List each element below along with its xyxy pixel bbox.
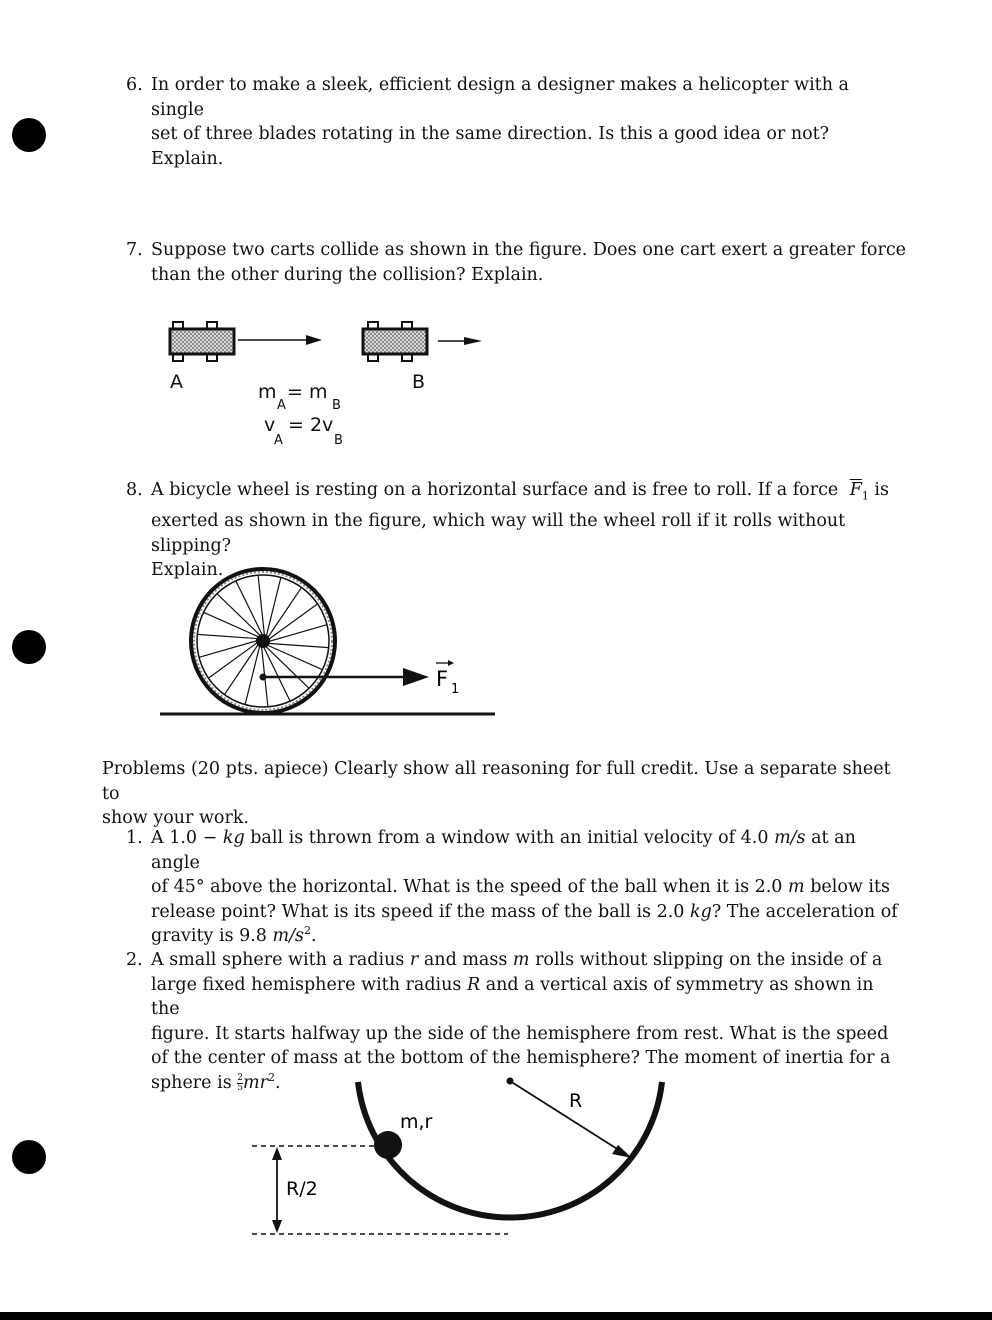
problem-text [151,826,906,949]
mass-subscript-a: A [277,398,286,413]
force-arrow [260,668,430,686]
cart-a [170,322,234,361]
sphere-label: m,r [400,1111,433,1133]
velocity-equation [264,414,343,448]
problem-line: figure. It starts halfway up the side of the hemisphere from rest. What is the speed [151,1023,889,1044]
wheel-spoke [204,612,261,637]
question-number: 8. [126,480,143,500]
page-bottom-edge [0,1312,992,1320]
velocity-symbol: v [264,414,276,436]
cart-a-label: A [170,371,183,393]
velocity-equals: = 2v [288,414,334,436]
wheel-spoke [266,643,328,647]
wheel-spoke [267,625,327,642]
wheel-spoke [264,645,309,688]
problems-intro [102,757,902,831]
question-line-1 [151,478,889,509]
problem-line: sphere is $\frac{2}{5}$ $mr^2$. [151,1070,281,1093]
question-number: 7. [126,240,143,260]
force-label-subscript: 1 [451,682,460,697]
problem-number: 1. [126,828,143,848]
force-label [436,660,459,697]
problem-line: release point? What is its speed if the mass of the ball is 2.0 kg? The acceleration of [151,901,898,922]
question-line: Suppose two carts collide as shown in the figure. Does one cart exert a greater force [151,240,906,260]
cart-a-velocity-arrow [238,335,322,345]
problem-line: A 1.0 − kg ball is thrown from a window with an initial velocity of 4.0 m/s at an angle [151,828,856,873]
cart-b-label: B [412,371,426,393]
intro-line: show your work. [102,808,249,828]
punch-hole-middle [12,630,46,664]
question-line: A bicycle wheel is resting on a horizontal surface and is free to roll. If a force [151,480,839,500]
problem-number: 2. [126,950,143,970]
question-text [151,73,906,171]
sphere-ball [374,1131,402,1159]
problem-line: of 45° above the horizontal. What is the speed of the ball when it is 2.0 m below its [151,877,891,897]
question-line: exerted as shown in the figure, which way will the wheel roll if it rolls without slipping? [151,511,846,556]
punch-hole-bottom [12,1140,46,1174]
bicycle-wheel-icon [191,569,335,713]
mass-symbol: m [258,381,277,403]
question-line: than the other during the collision? Explain. [151,264,544,285]
problem-line: gravity is 9.8 $m/s^2$. [151,924,317,946]
height-label: R/2 [286,1178,318,1200]
force-subscript: 1 [861,489,869,503]
question-number: 6. [126,75,143,95]
cart-b [363,322,427,361]
force-symbol: $\overline{F}$ [849,480,862,500]
cart-b-velocity-arrow [438,337,482,345]
mass-equation [258,381,341,413]
mass-equals: = m [287,381,328,403]
wheel-spoke [199,640,259,657]
fraction-two-fifths: $\frac{2}{5}$ [237,1072,243,1093]
question-line: In order to make a sleek, efficient design a designer makes a helicopter with a single [151,75,849,120]
wheel-spoke [217,594,262,637]
question-line: Explain. [151,560,224,580]
intro-line: Problems (20 pts. apiece) Clearly show all reasoning for full credit. Use a separate sheet to [102,759,891,804]
wheel-spoke [265,644,322,669]
hemisphere-figure [240,1070,680,1245]
velocity-subscript-b: B [334,433,343,448]
problem-line: large fixed hemisphere with radius R and a vertical axis of symmetry as shown in the [151,974,874,1019]
punch-hole-top [12,118,46,152]
problem-line: A small sphere with a radius r and mass m rolls without slipping on the inside of a [151,950,883,970]
carts-figure [160,315,500,450]
wheel-spoke [197,634,259,638]
mass-subscript-b: B [332,398,341,413]
question-line: is [874,480,889,500]
force-inline [850,478,889,509]
wheel-figure [155,562,500,722]
velocity-subscript-a: A [274,433,283,448]
height-arrow [272,1147,282,1233]
question-text [151,238,906,287]
radius-label: R [569,1090,583,1112]
force-label-symbol: F [436,667,449,691]
question-line: set of three blades rotating in the same direction. Is this a good idea or not? Explain. [151,124,830,169]
problem-line: of the center of mass at the bottom of the hemisphere? The moment of inertia for a [151,1048,891,1068]
